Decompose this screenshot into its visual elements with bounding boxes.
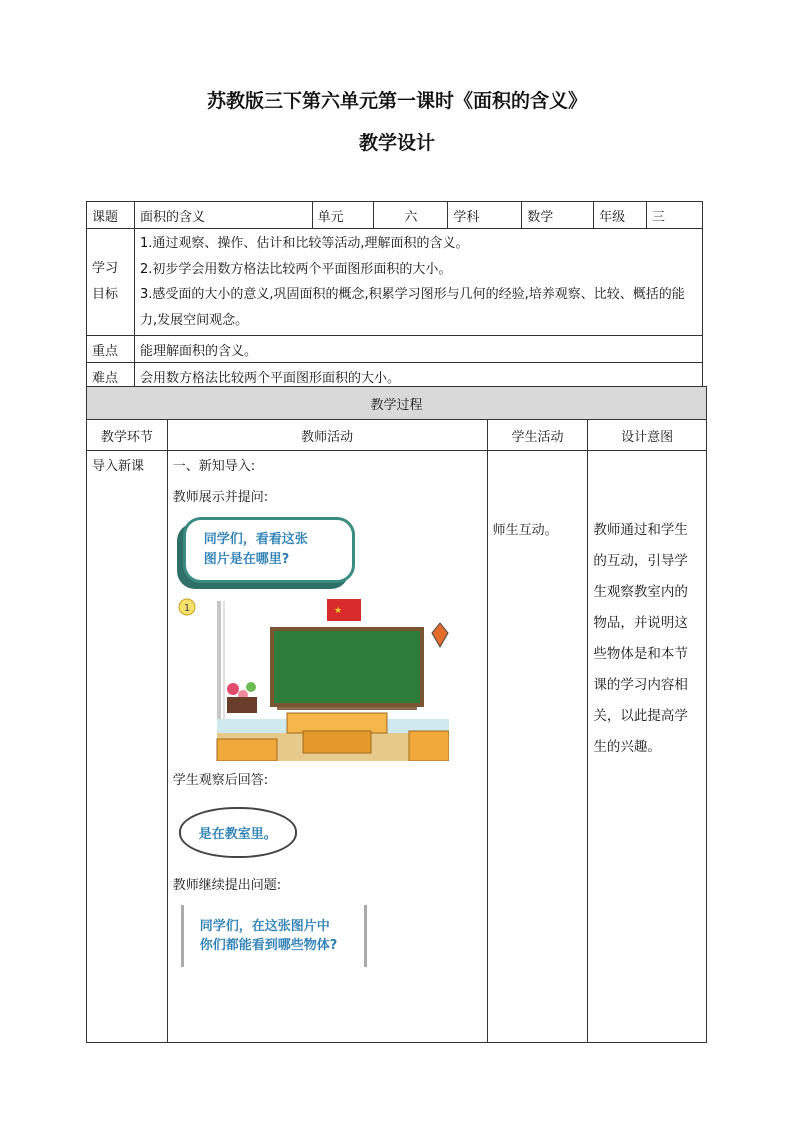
goals-label <box>87 229 135 336</box>
subject-value: 数学 <box>522 202 594 229</box>
scene-number: 1 <box>183 603 190 614</box>
flag-icon <box>327 599 361 621</box>
key-value: 能理解面积的含义。 <box>134 336 702 363</box>
document-title: 苏教版三下第六单元第一课时《面积的含义》 <box>206 90 587 112</box>
classroom-scene <box>177 593 482 765</box>
goal-item: 3.感受面的大小的意义,巩固面积的概念,积累学习图形与几何的经验,培养观察、比较、概括的能力,发展空间观念。 <box>139 287 685 328</box>
section-title: 一、新知导入: <box>172 459 256 474</box>
decoration-icon <box>432 623 448 647</box>
process-header: 教学过程 <box>87 387 707 420</box>
svg-text:★: ★ <box>333 606 342 616</box>
teacher-continue-text: 教师继续提出问题: <box>172 878 282 893</box>
observe-text: 学生观察后回答: <box>172 773 269 788</box>
topic-label: 课题 <box>87 202 135 229</box>
answer-bubble <box>179 807 482 858</box>
lesson-info-table <box>86 201 703 390</box>
question-bubble-3 <box>181 905 367 967</box>
unit-value: 六 <box>374 202 448 229</box>
teacher-activity-cell <box>167 451 487 1043</box>
goal-item: 2.初步学会用数方格法比较两个平面图形面积的大小。 <box>139 261 452 277</box>
bubble3-line1: 同学们，在这张图片中 <box>199 919 330 934</box>
goals-label-line2: 目标 <box>92 287 119 302</box>
col-teacher-header: 教师活动 <box>167 420 487 451</box>
subject-label: 学科 <box>448 202 522 229</box>
teaching-process-table <box>86 386 707 1043</box>
difficulty-value: 会用数方格法比较两个平面图形面积的大小。 <box>134 363 702 390</box>
col-student-header: 学生活动 <box>487 420 588 451</box>
teacher-desk <box>287 713 387 733</box>
bubble1-line2: 图片是在哪里? <box>203 552 290 567</box>
bubble2-text: 是在教室里。 <box>179 807 297 858</box>
goals-label-line1: 学习 <box>92 261 119 276</box>
student-activity-cell: 师生互动。 <box>487 451 588 1043</box>
grade-value: 三 <box>647 202 703 229</box>
goals-list <box>134 229 702 336</box>
bubble1-line1: 同学们，看看这张 <box>203 532 308 547</box>
design-intent-cell: 教师通过和学生的互动，引导学生观察教室内的物品，并说明这些物体是和本节课的学习内容相关，以此提高学生的兴趣。 <box>588 451 707 1043</box>
col-stage-header: 教学环节 <box>87 420 168 451</box>
col-design-header: 设计意图 <box>588 420 707 451</box>
flower-pot-icon <box>227 697 257 713</box>
goal-item: 1.通过观察、操作、估计和比较等活动,理解面积的含义。 <box>139 236 469 251</box>
stage-cell: 导入新课 <box>87 451 168 1043</box>
document-subtitle: 教学设计 <box>358 132 435 154</box>
topic-value: 面积的含义 <box>134 202 312 229</box>
grade-label: 年级 <box>594 202 647 229</box>
question-bubble-1 <box>183 517 482 583</box>
unit-label: 单元 <box>312 202 374 229</box>
key-label: 重点 <box>87 336 135 363</box>
difficulty-label: 难点 <box>87 363 135 390</box>
teacher-show-text: 教师展示并提问: <box>172 490 269 505</box>
chalkboard <box>272 629 422 705</box>
bubble3-line2: 你们都能看到哪些物体? <box>199 938 338 953</box>
